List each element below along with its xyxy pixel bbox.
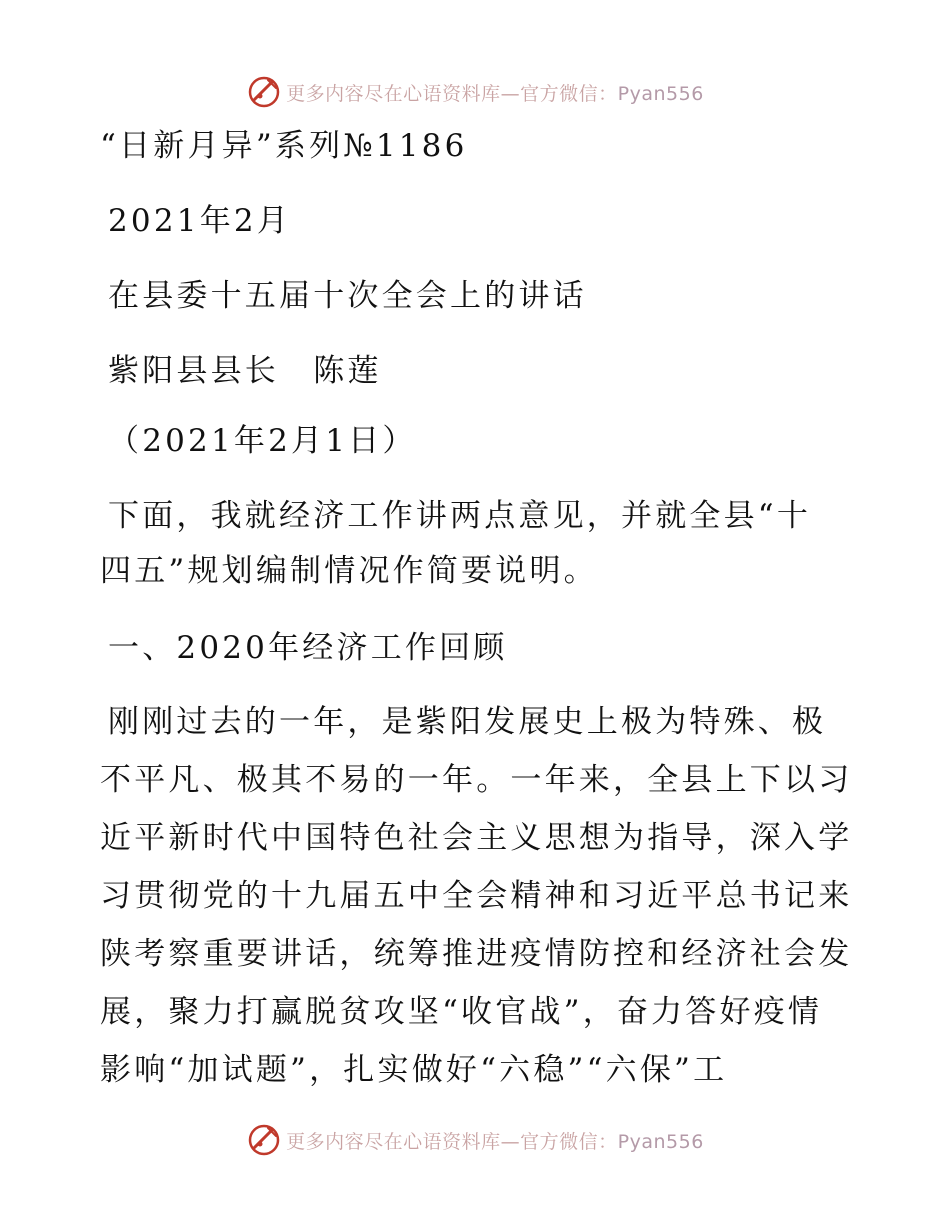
logo-icon bbox=[246, 74, 282, 110]
text-line: 习贯彻党的十九届五中全会精神和习近平总书记来 bbox=[100, 878, 853, 914]
text-line: 下面，我就经济工作讲两点意见，并就全县“十 bbox=[108, 498, 812, 534]
text-line: 刚刚过去的一年，是紫阳发展史上极为特殊、极 bbox=[108, 704, 827, 740]
logo-icon bbox=[246, 1122, 282, 1158]
speech-date: （2021年2月1日） bbox=[108, 423, 417, 459]
text-line: 不平凡、极其不易的一年。一年来，全县上下以习 bbox=[100, 762, 853, 798]
section-paragraph bbox=[100, 702, 860, 1090]
text-line: 近平新时代中国特色社会主义思想为指导，深入学 bbox=[100, 820, 853, 856]
text-line: 四五”规划编制情况作简要说明。 bbox=[100, 553, 598, 589]
watermark-header bbox=[0, 72, 950, 112]
text-line: 展，聚力打赢脱贫攻坚“收官战”，奋力答好疫情 bbox=[100, 994, 823, 1030]
speaker-line: 紫阳县县长 陈莲 bbox=[108, 353, 382, 389]
text-line: 影响“加试题”，扎实做好“六稳”“六保”工 bbox=[100, 1052, 728, 1088]
section-heading: 一、2020年经济工作回顾 bbox=[108, 630, 508, 666]
speech-title: 在县委十五届十次全会上的讲话 bbox=[108, 278, 587, 314]
series-number: “日新月异”系列№1186 bbox=[100, 128, 468, 164]
watermark-footer bbox=[0, 1120, 950, 1160]
intro-paragraph bbox=[100, 496, 860, 591]
watermark-text: 更多内容尽在心语资料库—官方微信：Pyan556 bbox=[286, 1130, 704, 1153]
issue-month: 2021年2月 bbox=[108, 203, 292, 239]
text-line: 陕考察重要讲话，统筹推进疫情防控和经济社会发 bbox=[100, 936, 853, 972]
watermark-text: 更多内容尽在心语资料库—官方微信：Pyan556 bbox=[286, 82, 704, 105]
